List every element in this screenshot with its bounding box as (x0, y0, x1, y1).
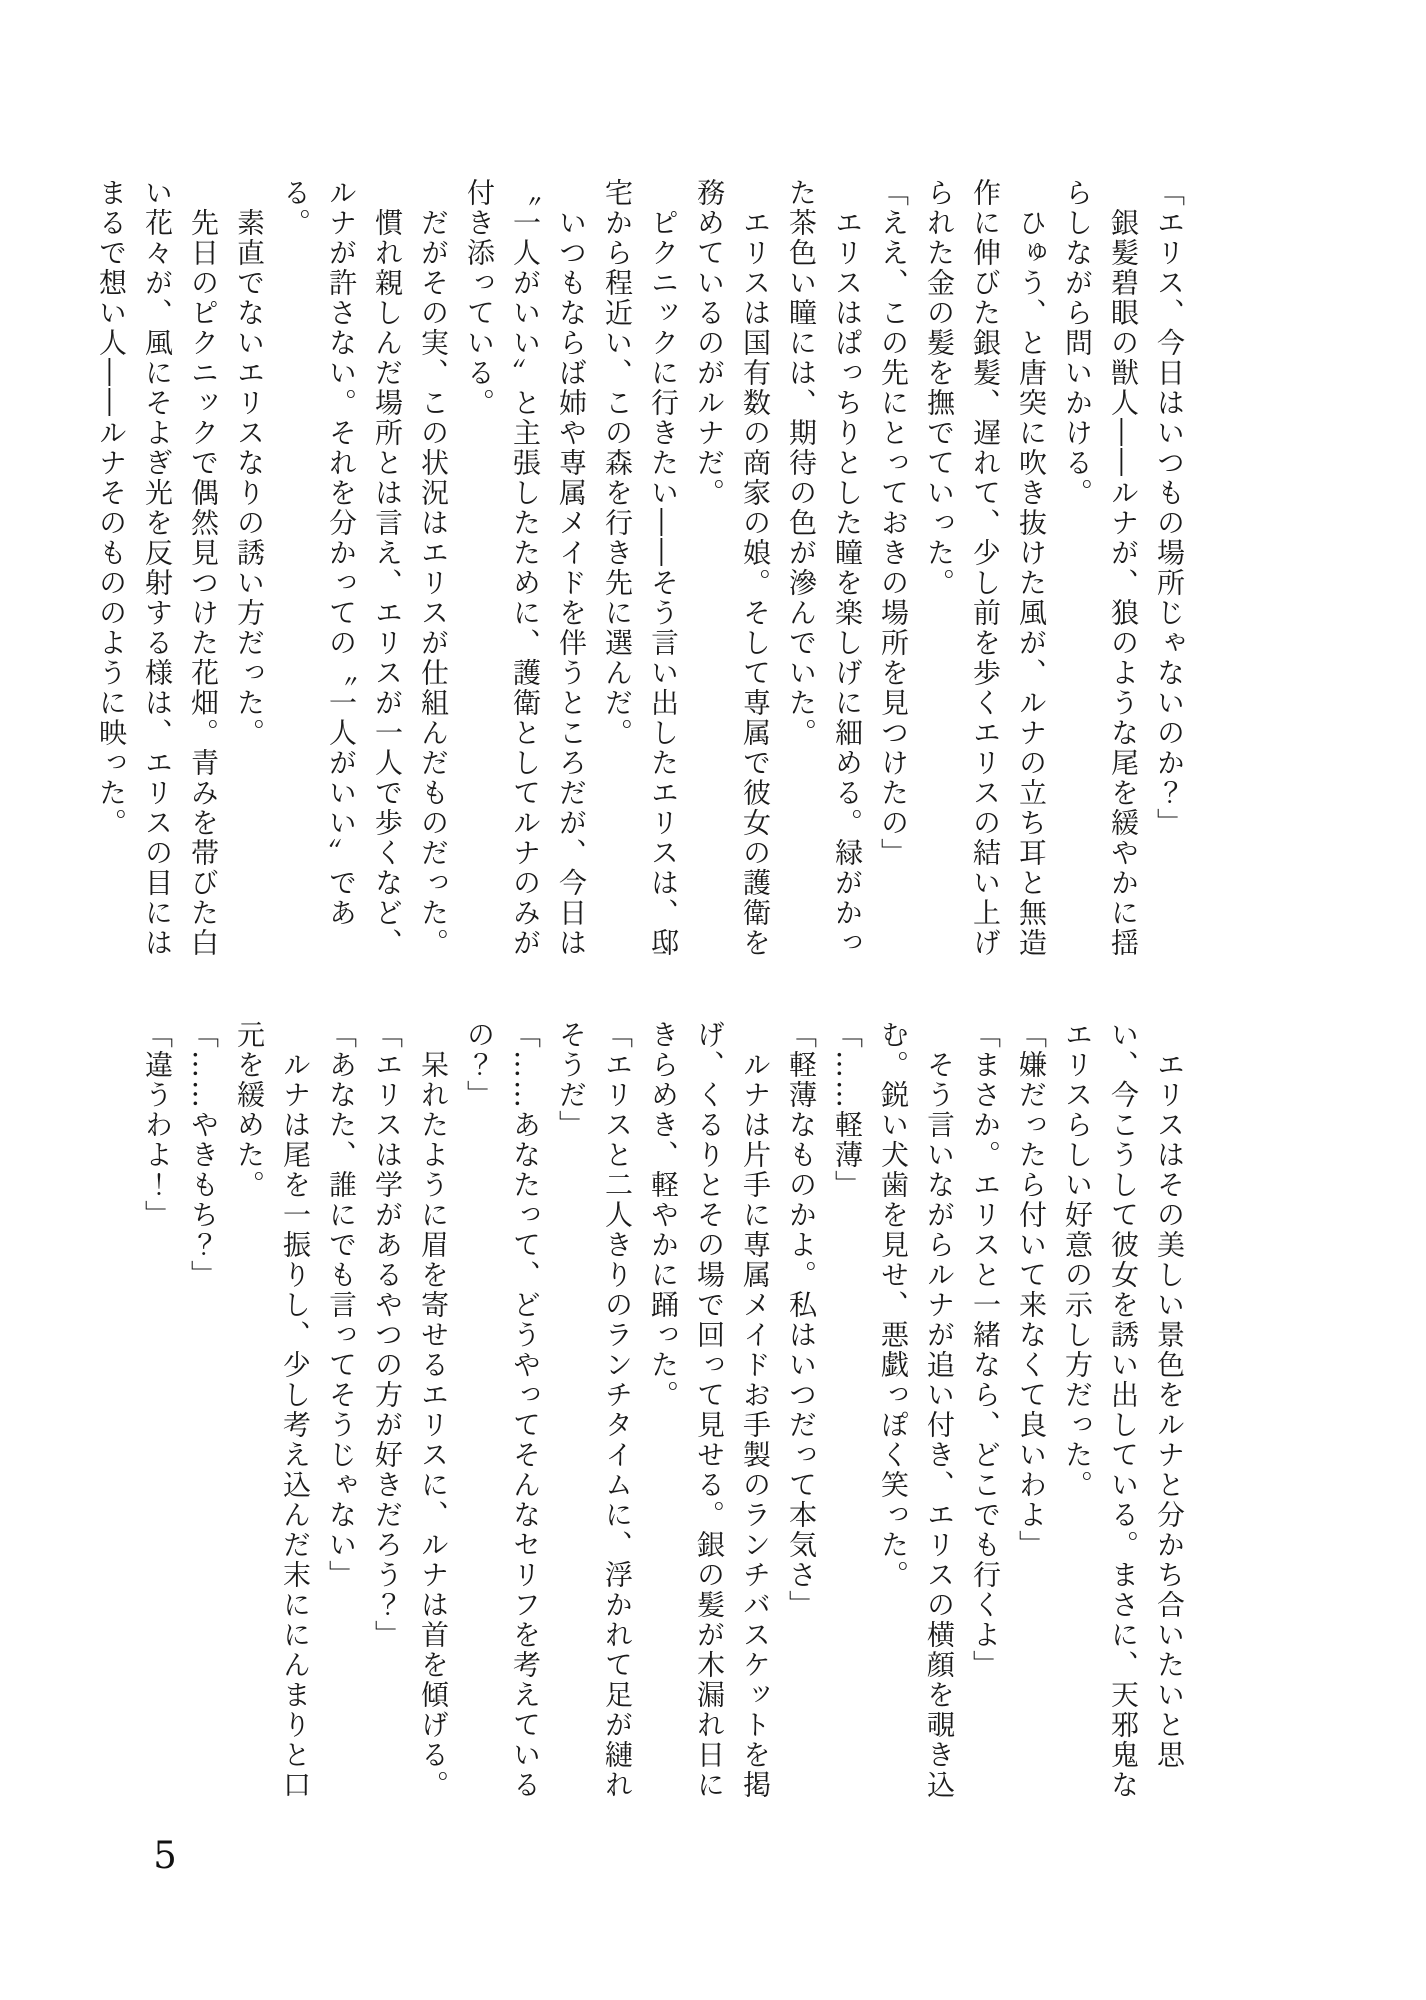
paragraph: 先日のピクニックで偶然見つけた花畑。青みを帯びた白い花々が、風にそよぎ光を反射する様は、エリスの目にはまるで想い人――ルナそのもののように映った。 (95, 178, 220, 958)
paragraph: エリスはぱっちりとした瞳を楽しげに細める。緑がかった茶色い瞳には、期待の色が滲んでいた。 (785, 178, 864, 958)
paragraph: 「ええ、この先にとっておきの場所を見つけたの」 (877, 178, 910, 868)
paragraph: いつもならば姉や専属メイドを伴うところだが、今日は〝一人がいい〟と主張したために、護衛としてルナのみが付き添っている。 (463, 178, 588, 958)
page-number: 5 (153, 1834, 177, 1877)
paragraph: 素直でないエリスなりの誘い方だった。 (233, 208, 266, 748)
paragraph: だがその実、この状況はエリスが仕組んだものだった。 (417, 208, 450, 958)
paragraph: 「あなた、誰にでも言ってそうじゃない」 (325, 1020, 358, 1590)
paragraph: 「違うわよ！」 (141, 1020, 174, 1230)
upper-text-band (88, 178, 1192, 964)
paragraph: 「……軽薄」 (831, 1020, 864, 1200)
lower-text-band (134, 1020, 1192, 1806)
paragraph: ルナは尾を一振りし、少し考え込んだ末ににんまりと口元を緩めた。 (233, 1020, 312, 1800)
paragraph: 銀髪碧眼の獣人――ルナが、狼のような尾を緩やかに揺らしながら問いかける。 (1061, 178, 1140, 958)
paragraph: 「エリス、今日はいつもの場所じゃないのか？」 (1153, 178, 1186, 838)
paragraph: エリスは国有数の商家の娘。そして専属で彼女の護衛を務めているのがルナだ。 (693, 178, 772, 958)
paragraph: 「軽薄なものかよ。私はいつだって本気さ」 (785, 1020, 818, 1620)
paragraph: ひゅう、と唐突に吹き抜けた風が、ルナの立ち耳と無造作に伸びた銀髪、遅れて、少し前を歩くエリスの結い上げられた金の髪を撫でていった。 (923, 178, 1048, 958)
paragraph: ルナは片手に専属メイドお手製のランチバスケットを掲げ、くるりとその場で回って見せる。銀の髪が木漏れ日にきらめき、軽やかに踊った。 (647, 1020, 772, 1800)
paragraph: 呆れたように眉を寄せるエリスに、ルナは首を傾げる。 (417, 1050, 450, 1800)
paragraph: エリスはその美しい景色をルナと分かち合いたいと思い、今こうして彼女を誘い出している。まさに、天邪鬼なエリスらしい好意の示し方だった。 (1061, 1020, 1186, 1800)
paragraph: 「……やきもち？」 (187, 1020, 220, 1290)
paragraph: 「……あなたって、どうやってそんなセリフを考えているの？」 (463, 1020, 542, 1800)
paragraph: 「嫌だったら付いて来なくて良いわよ」 (1015, 1020, 1048, 1560)
paragraph: ピクニックに行きたい――そう言い出したエリスは、邸宅から程近い、この森を行き先に選んだ。 (601, 178, 680, 958)
paragraph: 「エリスは学があるやつの方が好きだろう？」 (371, 1020, 404, 1650)
paragraph: 「エリスと二人きりのランチタイムに、浮かれて足が縺れそうだ」 (555, 1020, 634, 1800)
paragraph: 慣れ親しんだ場所とは言え、エリスが一人で歩くなど、ルナが許さない。それを分かっての〝一人がいい〟である。 (279, 178, 404, 958)
paragraph: 「まさか。エリスと一緒なら、どこでも行くよ」 (969, 1020, 1002, 1680)
paragraph: そう言いながらルナが追い付き、エリスの横顔を覗き込む。鋭い犬歯を見せ、悪戯っぽく笑った。 (877, 1020, 956, 1800)
